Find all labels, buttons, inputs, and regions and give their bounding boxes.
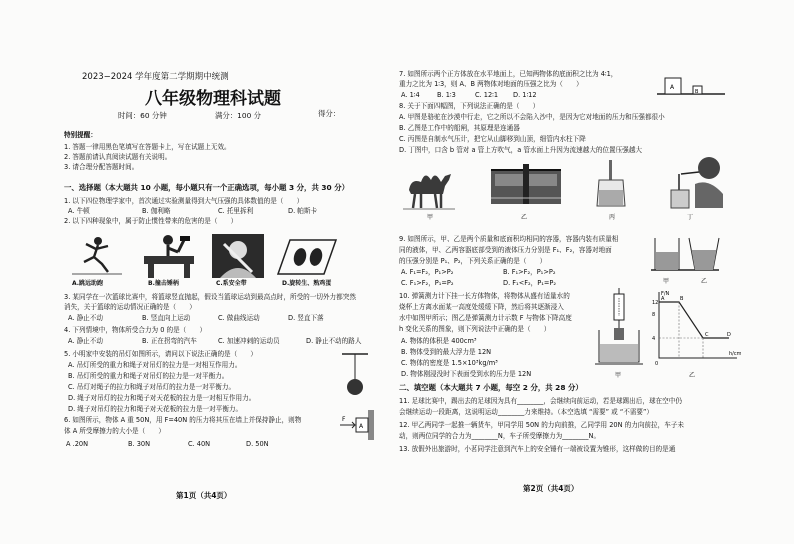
svg-text:A: A bbox=[661, 296, 665, 302]
hammer-image bbox=[140, 232, 202, 280]
q5-option-c: C. 吊灯对绳子的拉力和绳子对吊灯的拉力是一对平衡力。 bbox=[68, 383, 236, 391]
page-2 bbox=[397, 0, 794, 544]
question-5: 5. 小明家中安装的吊灯如图所示，请问以下说法正确的是（ ） bbox=[64, 350, 258, 358]
notes-title: 特别提醒： bbox=[64, 131, 97, 139]
q7-option-d: D. 1∶12 bbox=[513, 91, 537, 99]
question-9-cont2: 的压强分别是 P₁、P₂，下列关系正确的是（ ） bbox=[399, 257, 547, 265]
note-3: 3. 请合理分配答题时间。 bbox=[64, 163, 139, 171]
q5-option-d2: D. 绳子对吊灯的拉力和绳子对天花板的拉力是一对平衡力。 bbox=[68, 405, 243, 413]
question-13: 13. 放假外出旅游时，小茗同学注意到汽车上的安全锤有一端被设置为锥形，这样做的目的是通 bbox=[399, 445, 676, 453]
question-8: 8. 关于下面四幅图，下列说法正确的是（ ） bbox=[399, 102, 540, 110]
q1-option-c: C. 托里拆利 bbox=[218, 207, 254, 215]
question-1: 1. 以下四位物理学家中，首次通过实验测量得到大气压强的具体数值的是（ ） bbox=[64, 197, 304, 205]
q10-label-yi: 乙 bbox=[689, 372, 696, 379]
q8-label-ding: 丁 bbox=[687, 214, 694, 221]
question-7: 7. 如图所示两个正方体放在水平地面上，已知两物体的底面积之比为 4∶1， bbox=[399, 70, 618, 78]
question-11-cont: 会继续运动一段距离，这说明运动________力来维持。（本空选填 “需要” 或 “不需要”） bbox=[399, 408, 654, 416]
force-height-graph bbox=[649, 288, 741, 370]
question-3-cont: 消失，关于篮球的运动情况正确的是（ ） bbox=[64, 303, 196, 311]
q3-option-d: D. 竖直下落 bbox=[288, 314, 324, 322]
q10-option-a: A. 物体的体积是 400cm³ bbox=[401, 337, 477, 345]
question-9-cont1: 同的液体，甲、乙两容器底部受到的液体压力分别是 F₁、F₂，容器对地面 bbox=[399, 246, 612, 254]
q4-option-a: A. 静止不动 bbox=[68, 337, 103, 345]
svg-text:C: C bbox=[705, 332, 709, 338]
school-year: 2023−2024 学年度第二学期期中统测 bbox=[82, 72, 229, 82]
q4-option-c: C. 加速冲刺的运动员 bbox=[218, 337, 280, 345]
q7-option-b: B. 1∶3 bbox=[437, 91, 456, 99]
page-2-footer: 第2页（共4页） bbox=[523, 484, 579, 493]
question-10: 10. 弹簧测力计下挂一长方体物体，将物体从盛有适量水的 bbox=[399, 292, 570, 300]
q5-option-d1: D. 绳子对吊灯的拉力和绳子对天花板的拉力是一对相互作用力。 bbox=[68, 394, 256, 402]
q8-option-d: D. 丁图中，口含 b 管对 a 管上方吹气，a 管水面上升因为流速越大的位置压强越大 bbox=[399, 146, 643, 154]
q8-label-yi: 乙 bbox=[521, 214, 528, 221]
question-10-cont2: 水中如图甲所示；图乙是弹簧测力计示数 F 与物体下降高度 bbox=[399, 314, 572, 322]
cube-b-label: B bbox=[695, 89, 699, 95]
q6-option-c: C. 40N bbox=[188, 440, 211, 448]
question-6: 6. 如图所示，物体 A 重 50N，用 F=40N 的压力将其压在墙上并保持静止，则物 bbox=[64, 416, 302, 424]
barometer-image bbox=[593, 158, 629, 210]
section-1-heading: 一、选择题（本大题共 10 小题，每小题只有一个正确选项，每小题 3 分，共 30 分） bbox=[64, 183, 350, 192]
q8-option-c: C. 丙图是自制水气压计，把它从山脚移到山顶，细管内水柱下降 bbox=[399, 135, 586, 143]
q9-label-yi: 乙 bbox=[701, 278, 708, 285]
question-12: 12. 甲乙两同学一起推一辆货车，甲同学用 50N 的力向前推，乙同学用 20N 的力向前拉，车子未 bbox=[399, 421, 684, 429]
svg-text:12: 12 bbox=[652, 300, 659, 306]
svg-text:F/N: F/N bbox=[661, 291, 670, 297]
exam-full-score: 满分：100 分 bbox=[215, 111, 262, 120]
q9-option-a: A. F₁=F₂，P₁>P₂ bbox=[401, 268, 454, 276]
question-6-cont: 体 A 所受摩擦力的大小是（ ） bbox=[64, 427, 166, 435]
note-1: 1. 答题一律用黑色笔填写在答题卡上，写在试题上无效。 bbox=[64, 143, 231, 151]
question-3: 3. 某同学在一次篮球比赛中，将篮球竖直抛起，假设当篮球运动到最高点时，所受的一切外力都突然 bbox=[64, 293, 356, 301]
svg-text:8: 8 bbox=[652, 312, 656, 318]
q5-option-a: A. 吊灯所受的重力和绳子对吊灯的拉力是一对相互作用力。 bbox=[68, 361, 242, 369]
question-11: 11. 足球比赛中，踢出去的足球因为具有________，会继续向前运动，若是球踢出后，球在空中仍 bbox=[399, 397, 682, 405]
exam-time: 时间：60 分钟 bbox=[118, 111, 167, 120]
camel-image bbox=[401, 160, 457, 212]
q3-option-b: B. 竖直向上运动 bbox=[142, 314, 191, 322]
q2-caption-c: C.系安全带 bbox=[216, 280, 247, 287]
force-label: F bbox=[342, 416, 346, 423]
two-containers-figure bbox=[649, 232, 721, 276]
q6-option-d: D. 50N bbox=[246, 440, 269, 448]
cube-a-label: A bbox=[670, 84, 675, 91]
blowing-tube-image bbox=[669, 154, 725, 210]
q1-option-a: A. 牛顿 bbox=[68, 207, 90, 215]
q2-caption-a: A.跳远助跑 bbox=[72, 280, 104, 287]
q9-option-c: C. F₁>F₂，P₁=P₂ bbox=[401, 279, 454, 287]
q2-caption-b: B.撞击锤柄 bbox=[148, 280, 179, 287]
spring-scale-figure bbox=[593, 286, 645, 368]
ship-lock-image bbox=[489, 160, 563, 210]
q3-option-c: C. 做曲线运动 bbox=[218, 314, 260, 322]
q6-option-a: A .20N bbox=[66, 440, 89, 448]
score-label: 得分： bbox=[318, 109, 341, 118]
page-1-footer: 第1页（共4页） bbox=[176, 491, 232, 500]
svg-text:D: D bbox=[727, 332, 731, 338]
spinning-eggs-image bbox=[276, 236, 338, 278]
q8-label-bing: 丙 bbox=[609, 214, 616, 221]
q8-option-b: B. 乙图是工作中的船闸，其原理是连通器 bbox=[399, 124, 520, 132]
q8-label-jia: 甲 bbox=[427, 214, 434, 221]
svg-text:4: 4 bbox=[652, 336, 656, 342]
q3-option-a: A. 静止不动 bbox=[68, 314, 103, 322]
seatbelt-image bbox=[210, 232, 266, 280]
long-jump-image bbox=[68, 232, 126, 280]
q2-caption-d: D.旋转生、熟鸡蛋 bbox=[282, 280, 332, 287]
q6-option-b: B. 30N bbox=[128, 440, 151, 448]
question-10-cont3: h 变化关系的图象，则下列说法中正确的是（ ） bbox=[399, 325, 551, 333]
q10-label-jia: 甲 bbox=[615, 372, 622, 379]
hanging-lamp-figure bbox=[340, 352, 370, 398]
q9-option-d: D. F₁<F₂，P₁=P₂ bbox=[503, 279, 557, 287]
svg-text:B: B bbox=[680, 296, 684, 302]
question-12-cont: 动，则两位同学的合力为________N，车子所受摩擦力为________N。 bbox=[399, 432, 601, 440]
question-7-cont: 重力之比为 1∶3，则 A、B 两物体对地面的压强之比为（ ） bbox=[399, 80, 583, 88]
q5-option-b: B. 吊灯所受的重力和绳子对吊灯的拉力是一对平衡力。 bbox=[68, 372, 229, 380]
q7-option-a: A. 1∶4 bbox=[401, 91, 420, 99]
question-4: 4. 下列情境中，物体所受合力为 0 的是（ ） bbox=[64, 326, 207, 334]
q4-option-d: D. 静止不动的路人 bbox=[306, 337, 362, 345]
svg-text:h/cm: h/cm bbox=[729, 351, 741, 357]
question-9: 9. 如图所示，甲、乙是两个质量和底面积均相同的容器，容器内装有质量相 bbox=[399, 235, 619, 243]
q10-option-c: C. 物体的密度是 1.5×10³kg/m³ bbox=[401, 359, 498, 367]
q8-option-a: A. 甲图是骆驼在沙漠中行走，它之所以不会陷入沙中，是因为它对地面的压力和压强都很小 bbox=[399, 113, 665, 121]
note-2: 2. 答题前请认真阅读试题有关说明。 bbox=[64, 153, 172, 161]
svg-text:0: 0 bbox=[655, 361, 659, 367]
question-2: 2. 以下四种现象中，属于防止惯性带来的危害的是（ ） bbox=[64, 217, 238, 225]
q9-option-b: B. F₁>F₂，P₁>P₂ bbox=[503, 268, 556, 276]
q10-option-b: B. 物体受到的最大浮力是 12N bbox=[401, 348, 492, 356]
block-on-wall-figure bbox=[338, 408, 378, 442]
q1-option-d: D. 帕斯卡 bbox=[288, 207, 318, 215]
two-cubes-figure bbox=[655, 72, 727, 98]
section-2-heading: 二、填空题（本大题共 7 小题，每空 2 分，共 28 分） bbox=[399, 383, 583, 392]
q4-option-b: B. 正在拐弯的汽车 bbox=[142, 337, 197, 345]
q10-option-d: D. 物体刚浸没时下表面受到水的压力是 12N bbox=[401, 370, 532, 378]
block-label: A bbox=[359, 423, 364, 430]
question-10-cont1: 烧杯上方离水面某一高度处缓缓下降，然后将其逐渐浸入 bbox=[399, 303, 564, 311]
q7-option-c: C. 12∶1 bbox=[475, 91, 499, 99]
q1-option-b: B. 伽利略 bbox=[142, 207, 171, 215]
page-title: 八年级物理科试题 bbox=[145, 89, 281, 109]
q9-label-jia: 甲 bbox=[663, 278, 670, 285]
